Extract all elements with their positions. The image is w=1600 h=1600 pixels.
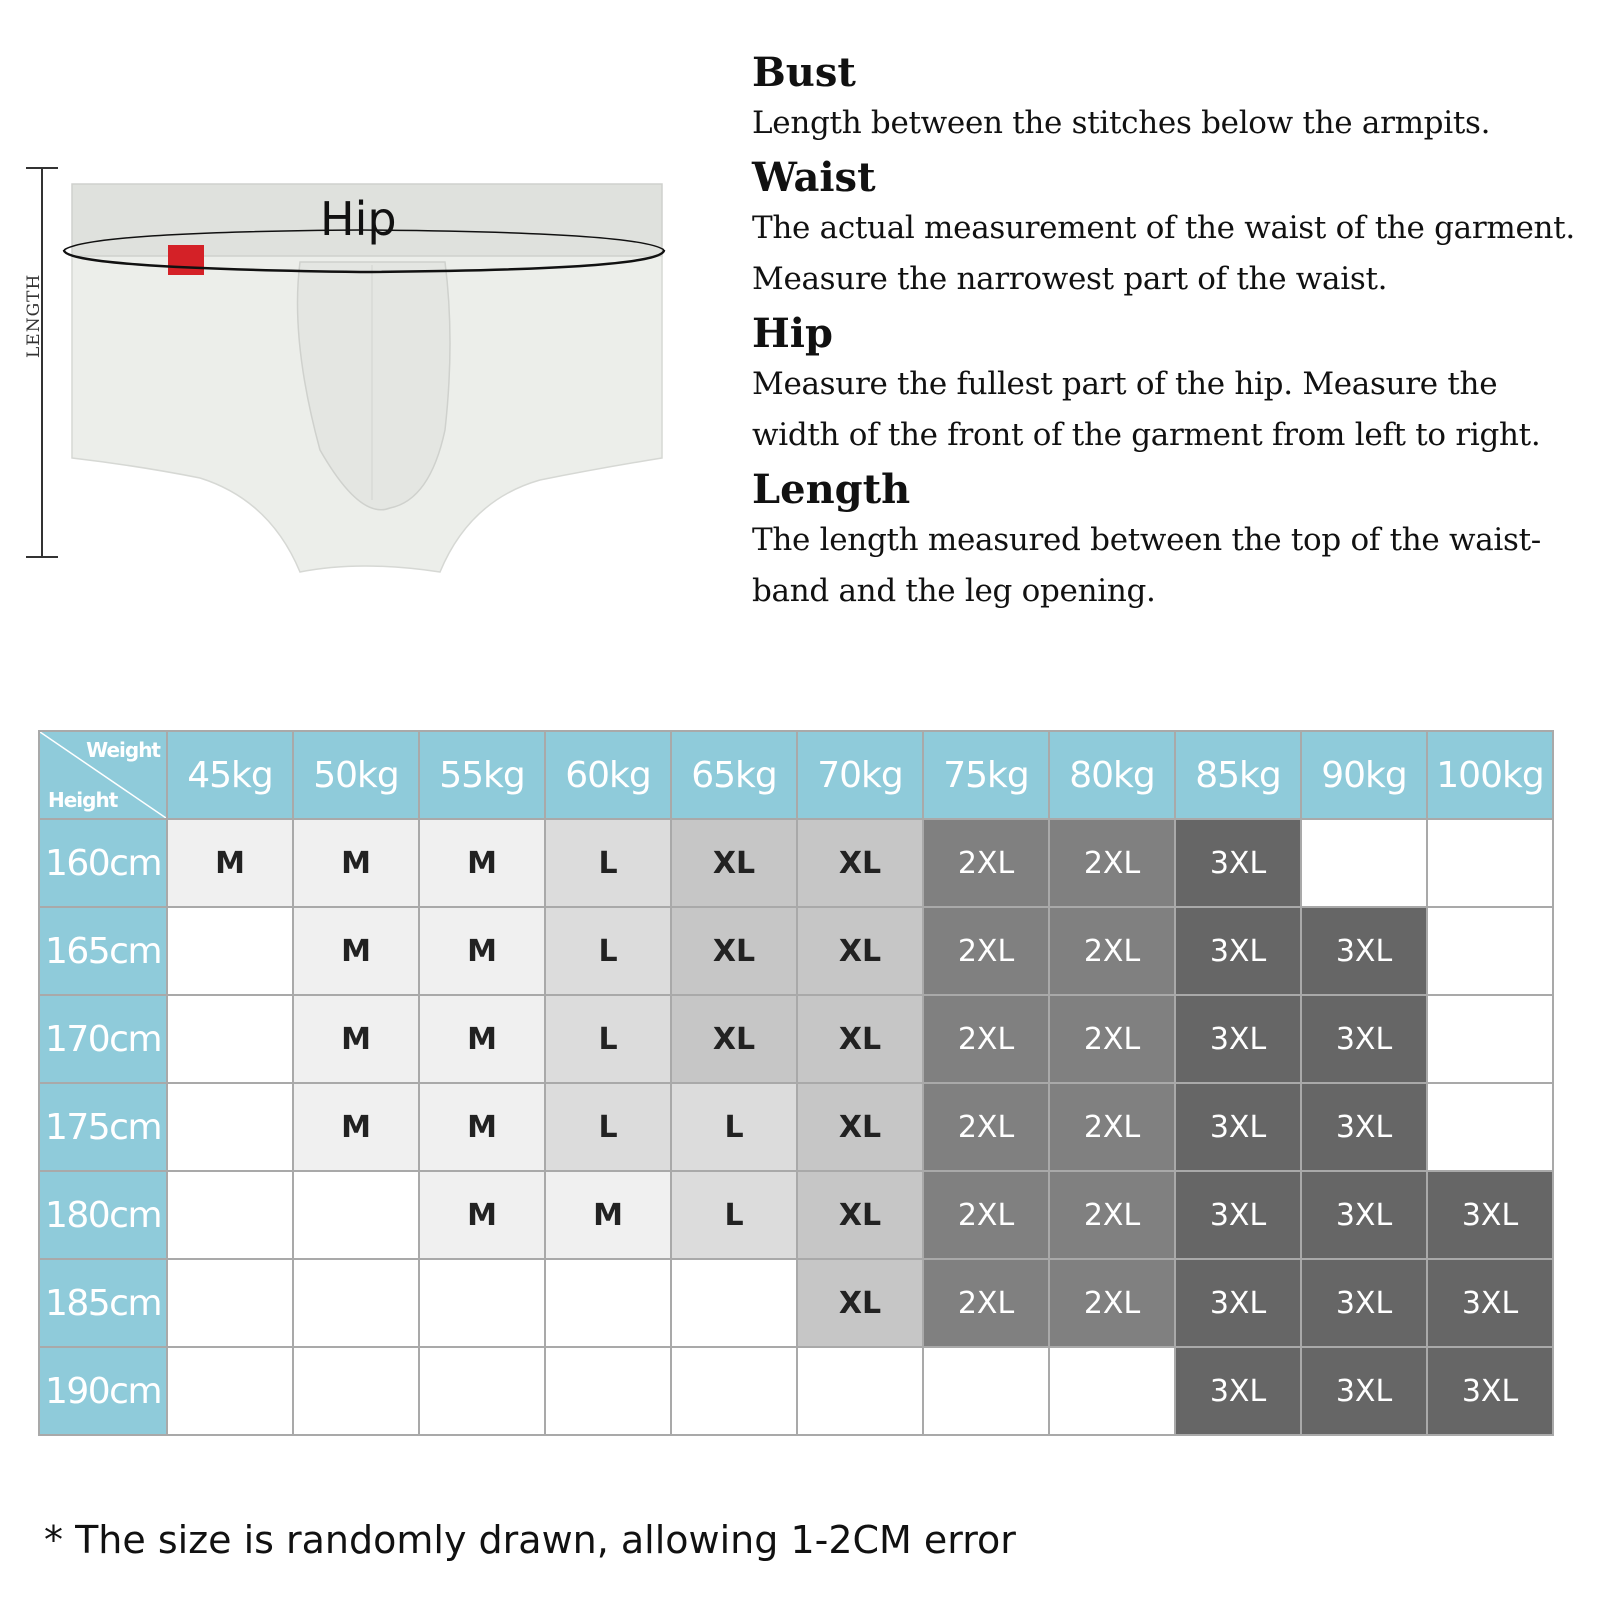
weight-header: 100kg (1427, 731, 1553, 819)
brand-tag (168, 245, 204, 275)
hip-label: Hip (320, 192, 397, 246)
size-cell: XL (671, 995, 797, 1083)
size-cell-empty (293, 1259, 419, 1347)
size-cell: XL (797, 1083, 923, 1171)
size-cell-empty (419, 1259, 545, 1347)
weight-header: 85kg (1175, 731, 1301, 819)
size-cell: 2XL (923, 1171, 1049, 1259)
size-cell: M (419, 819, 545, 907)
size-cell: 3XL (1175, 995, 1301, 1083)
definition-term-bust: Bust (752, 49, 856, 96)
size-cell: XL (797, 907, 923, 995)
size-cell: 3XL (1175, 907, 1301, 995)
weight-header: 65kg (671, 731, 797, 819)
size-cell-empty (1427, 995, 1553, 1083)
size-cell-empty (293, 1347, 419, 1435)
size-cell: 2XL (1049, 907, 1175, 995)
weight-header: 45kg (167, 731, 293, 819)
corner-height-label: Height (48, 788, 118, 812)
definition-term-length: Length (752, 466, 911, 513)
size-cell: M (293, 819, 419, 907)
size-cell: XL (797, 1171, 923, 1259)
size-cell: L (545, 995, 671, 1083)
size-cell: 2XL (923, 907, 1049, 995)
size-cell: M (419, 907, 545, 995)
definition-desc-waist-line2: Measure the narrowest part of the waist. (752, 261, 1388, 297)
size-cell-empty (1427, 907, 1553, 995)
size-cell: L (545, 819, 671, 907)
definition-desc-length-line2: band and the leg opening. (752, 573, 1156, 609)
definition-desc-hip-line1: Measure the fullest part of the hip. Measure the (752, 366, 1498, 402)
size-table-body (39, 819, 1553, 1435)
size-cell: 3XL (1175, 819, 1301, 907)
height-header: 180cm (39, 1171, 167, 1259)
table-row (39, 1171, 1553, 1259)
length-label: LENGTH (24, 273, 44, 358)
corner-weight-label: Weight (86, 738, 160, 762)
size-cell-empty (671, 1259, 797, 1347)
size-cell: 2XL (1049, 995, 1175, 1083)
size-cell-empty (671, 1347, 797, 1435)
size-cell: 2XL (923, 1259, 1049, 1347)
size-cell: 3XL (1301, 1259, 1427, 1347)
size-cell: 3XL (1301, 1083, 1427, 1171)
size-cell: 2XL (1049, 1171, 1175, 1259)
size-cell: 2XL (923, 819, 1049, 907)
size-cell: 2XL (923, 995, 1049, 1083)
size-cell: XL (797, 819, 923, 907)
size-cell: XL (671, 819, 797, 907)
size-cell-empty (167, 1347, 293, 1435)
size-cell: L (671, 1171, 797, 1259)
size-cell: XL (671, 907, 797, 995)
table-row (39, 819, 1553, 907)
size-cell-empty (167, 1083, 293, 1171)
size-cell: 2XL (1049, 1083, 1175, 1171)
size-cell: L (545, 1083, 671, 1171)
definition-term-waist: Waist (752, 154, 876, 201)
size-cell: 3XL (1175, 1347, 1301, 1435)
size-cell: XL (797, 1259, 923, 1347)
size-cell-empty (293, 1171, 419, 1259)
weight-header: 90kg (1301, 731, 1427, 819)
weight-header: 50kg (293, 731, 419, 819)
size-cell: L (671, 1083, 797, 1171)
size-cell-empty (167, 1259, 293, 1347)
size-cell-empty (167, 907, 293, 995)
size-cell: 3XL (1175, 1083, 1301, 1171)
size-cell-empty (1427, 1083, 1553, 1171)
weight-header: 60kg (545, 731, 671, 819)
size-cell: M (293, 1083, 419, 1171)
definition-desc-hip-line2: width of the front of the garment from left to right. (752, 417, 1541, 453)
height-header: 160cm (39, 819, 167, 907)
height-header: 175cm (39, 1083, 167, 1171)
size-cell: 3XL (1301, 907, 1427, 995)
size-cell: M (167, 819, 293, 907)
boxer-briefs-illustration (0, 0, 700, 640)
size-cell-empty (545, 1259, 671, 1347)
weight-header: 70kg (797, 731, 923, 819)
size-cell: 3XL (1175, 1259, 1301, 1347)
size-cell: 3XL (1301, 995, 1427, 1083)
size-cell: 3XL (1427, 1259, 1553, 1347)
weight-header: 55kg (419, 731, 545, 819)
size-cell: M (545, 1171, 671, 1259)
size-cell: M (293, 995, 419, 1083)
size-cell: 3XL (1301, 1171, 1427, 1259)
table-row (39, 1347, 1553, 1435)
weight-header: 80kg (1049, 731, 1175, 819)
size-cell-empty (1301, 819, 1427, 907)
table-row (39, 907, 1553, 995)
height-header: 165cm (39, 907, 167, 995)
height-header: 170cm (39, 995, 167, 1083)
size-error-footnote: * The size is randomly drawn, allowing 1-2CM error (44, 1518, 1016, 1562)
height-header: 185cm (39, 1259, 167, 1347)
table-row (39, 1083, 1553, 1171)
garment-figure (0, 0, 700, 640)
size-cell-empty (1049, 1347, 1175, 1435)
table-corner-cell (39, 731, 167, 819)
size-cell-empty (167, 1171, 293, 1259)
definition-desc-length-line1: The length measured between the top of the waist- (752, 522, 1541, 558)
table-header-row (39, 731, 1553, 819)
size-cell: 3XL (1175, 1171, 1301, 1259)
table-row (39, 1259, 1553, 1347)
size-cell-empty (419, 1347, 545, 1435)
size-cell: M (293, 907, 419, 995)
definition-desc-waist-line1: The actual measurement of the waist of the garment. (752, 210, 1575, 246)
size-cell: XL (797, 995, 923, 1083)
size-cell: 3XL (1301, 1347, 1427, 1435)
size-chart-table (38, 730, 1554, 1436)
size-cell-empty (167, 995, 293, 1083)
size-cell: 3XL (1427, 1347, 1553, 1435)
size-cell: 2XL (923, 1083, 1049, 1171)
size-cell-empty (545, 1347, 671, 1435)
measurement-definitions (752, 48, 1592, 621)
definition-desc-bust: Length between the stitches below the armpits. (752, 105, 1491, 141)
definition-term-hip: Hip (752, 310, 833, 357)
size-cell-empty (1427, 819, 1553, 907)
size-cell: M (419, 1083, 545, 1171)
height-header: 190cm (39, 1347, 167, 1435)
size-cell: 2XL (1049, 819, 1175, 907)
size-cell: M (419, 1171, 545, 1259)
weight-header: 75kg (923, 731, 1049, 819)
size-cell: 2XL (1049, 1259, 1175, 1347)
table-row (39, 995, 1553, 1083)
size-cell-empty (923, 1347, 1049, 1435)
size-cell: M (419, 995, 545, 1083)
size-cell-empty (797, 1347, 923, 1435)
size-cell: 3XL (1427, 1171, 1553, 1259)
size-cell: L (545, 907, 671, 995)
